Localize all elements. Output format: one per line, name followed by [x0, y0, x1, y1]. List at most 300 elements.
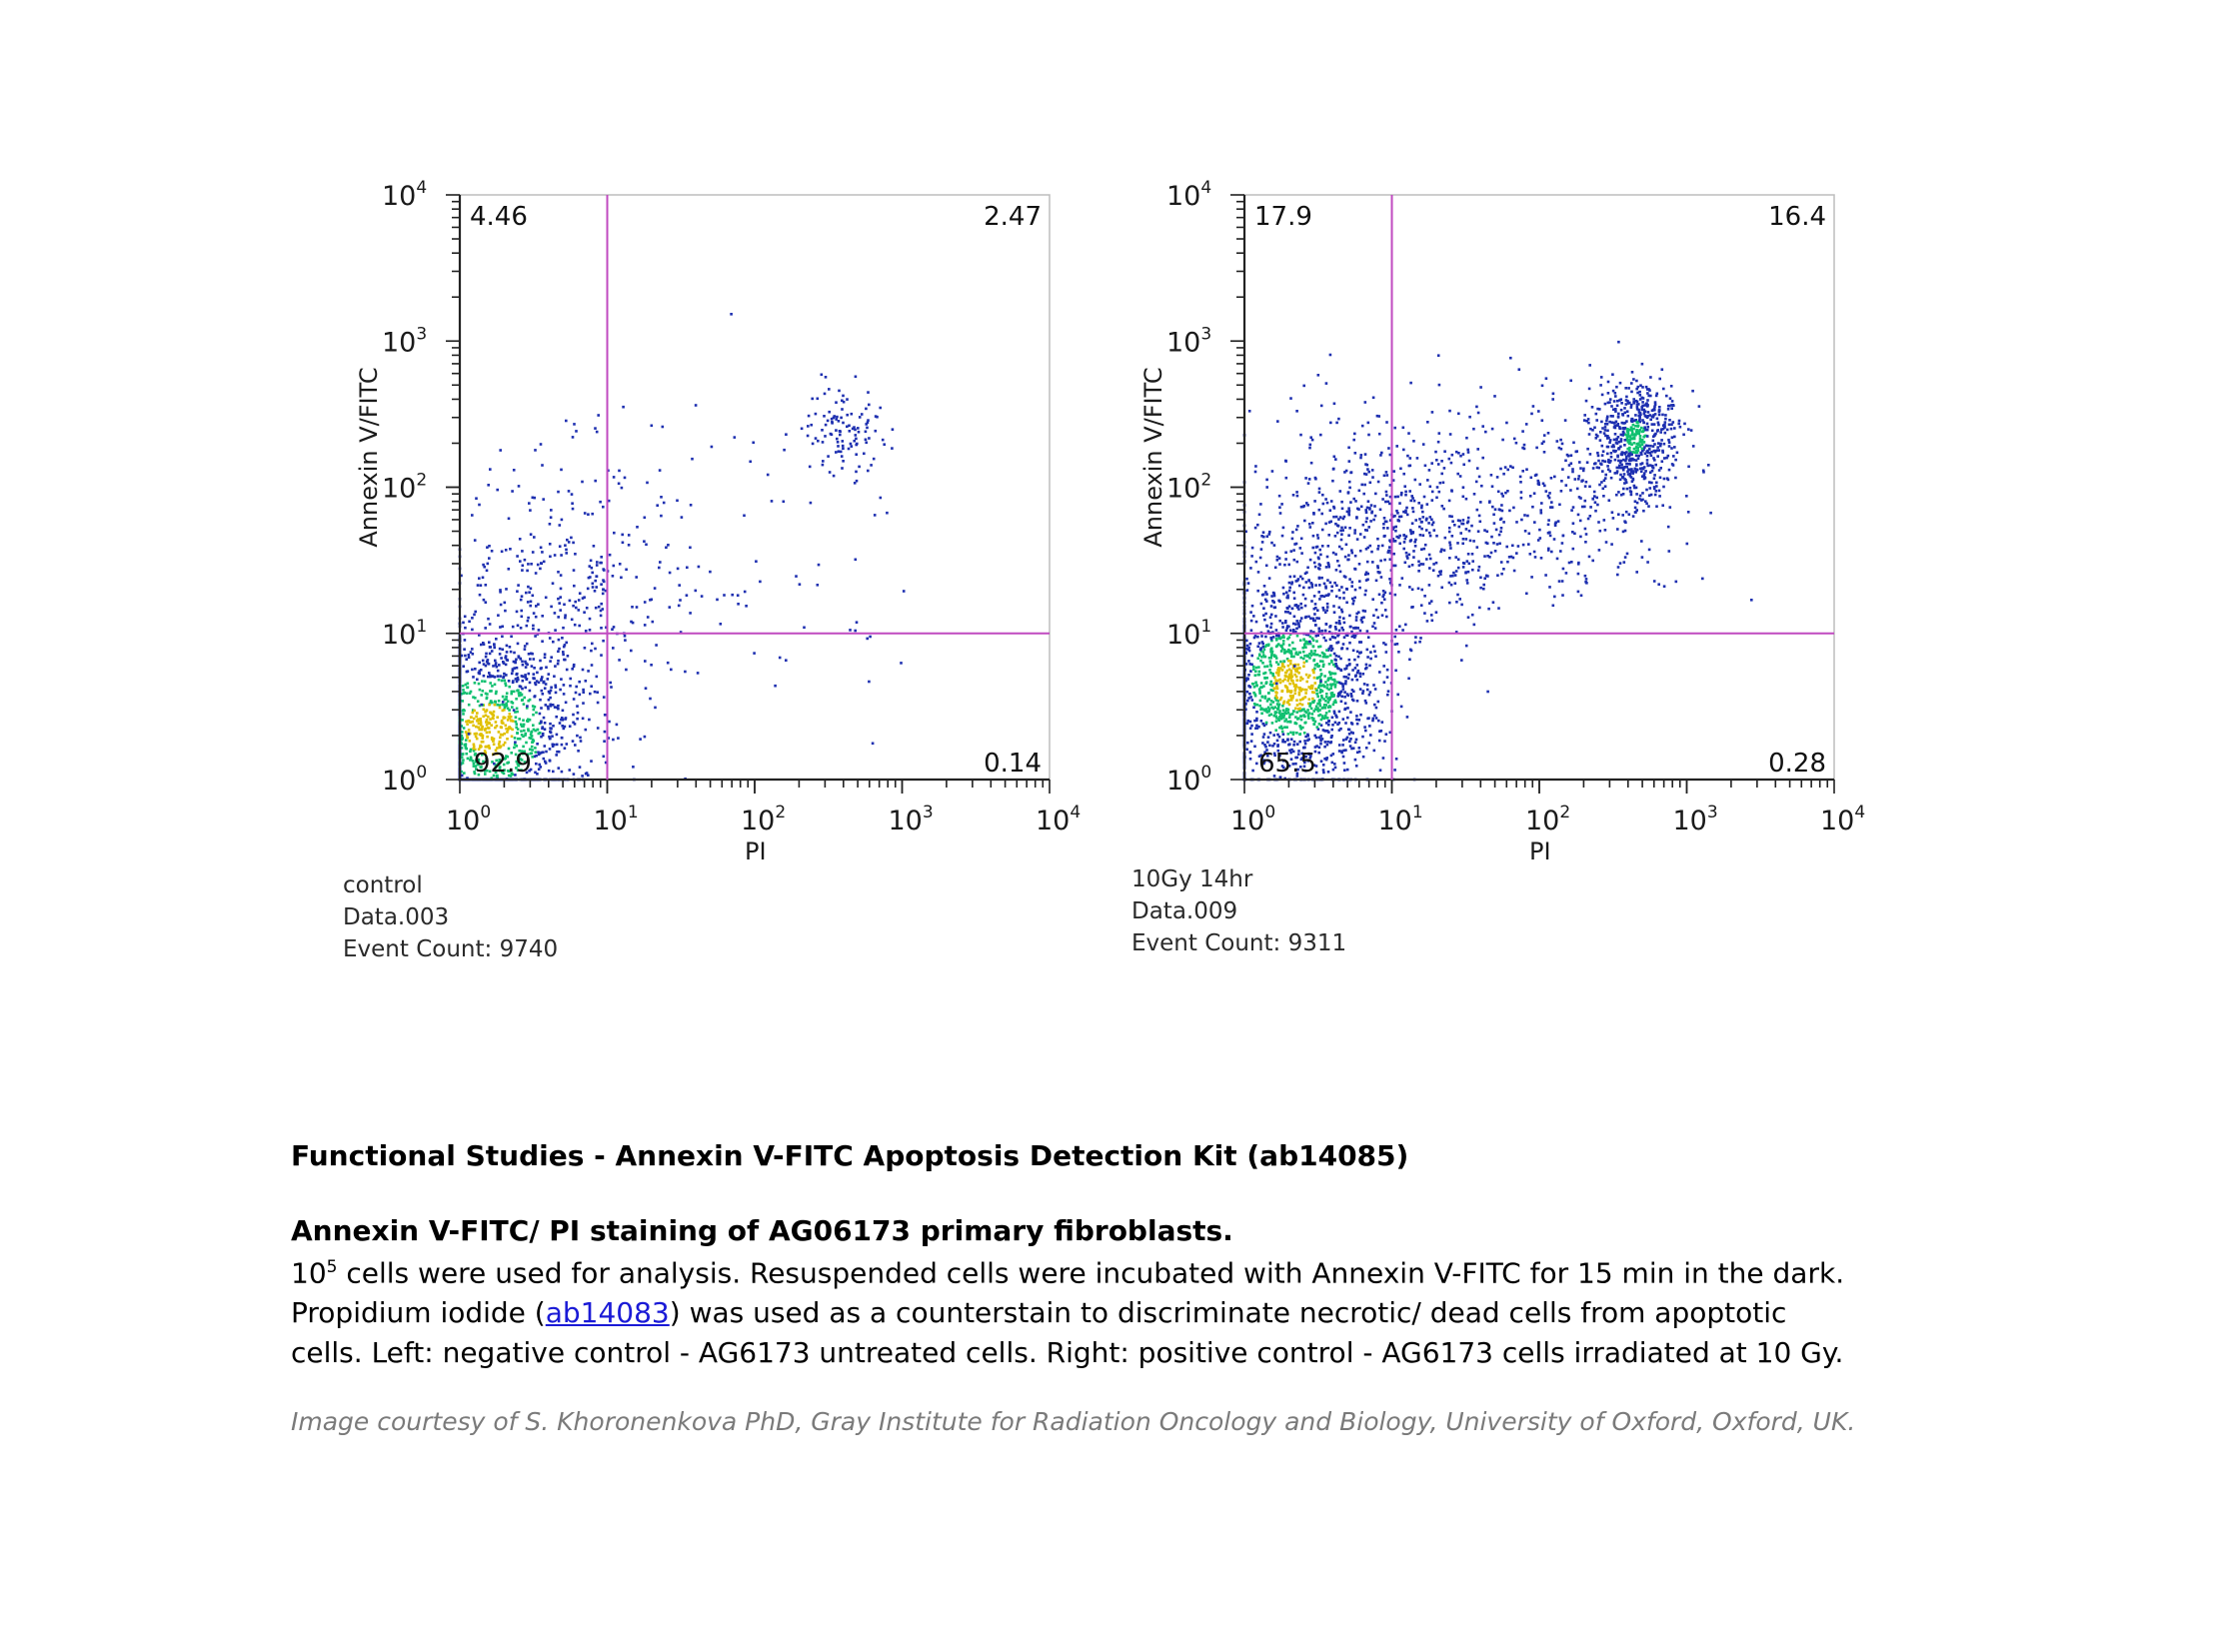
data-point — [1329, 354, 1332, 357]
data-point — [477, 700, 480, 703]
data-point — [1293, 597, 1296, 600]
data-point — [1255, 561, 1258, 564]
data-point — [1593, 491, 1596, 494]
data-point — [879, 407, 882, 410]
data-point — [1302, 594, 1305, 597]
data-point — [1287, 665, 1290, 668]
data-point — [1558, 580, 1561, 583]
data-point — [1625, 511, 1628, 514]
data-point — [1307, 677, 1310, 680]
data-point — [1409, 649, 1412, 652]
data-point — [560, 588, 563, 591]
data-point — [1313, 500, 1316, 503]
data-point — [1246, 677, 1249, 680]
data-point — [1306, 504, 1309, 507]
data-point — [1247, 582, 1250, 585]
data-point — [613, 626, 616, 629]
data-point — [564, 644, 567, 647]
data-point — [1360, 484, 1363, 487]
data-point — [562, 654, 565, 657]
data-point — [1411, 606, 1414, 609]
data-point — [1646, 455, 1649, 458]
data-point — [516, 745, 519, 748]
data-point — [1687, 511, 1690, 514]
data-point — [1646, 435, 1649, 438]
data-point — [1283, 649, 1286, 652]
data-point — [1429, 486, 1432, 489]
data-point — [1269, 663, 1272, 666]
data-point — [603, 569, 606, 572]
data-point — [1405, 535, 1408, 538]
data-point — [752, 442, 755, 445]
data-point — [516, 555, 519, 558]
data-point — [1297, 717, 1300, 720]
data-point — [1647, 415, 1650, 418]
data-point — [521, 569, 524, 572]
data-point — [471, 629, 474, 632]
data-point — [1604, 474, 1607, 477]
data-point — [1301, 678, 1304, 681]
data-point — [514, 737, 517, 740]
data-point — [1365, 664, 1368, 667]
data-point — [801, 428, 804, 431]
data-point — [557, 663, 560, 666]
data-point — [1435, 562, 1438, 565]
data-point — [1620, 402, 1623, 405]
data-point — [831, 421, 834, 424]
data-point — [571, 668, 574, 671]
data-point — [468, 729, 471, 732]
data-point — [1319, 680, 1322, 683]
data-point — [1424, 544, 1427, 547]
data-point — [493, 743, 496, 746]
data-point — [1639, 468, 1642, 471]
data-point — [1247, 685, 1250, 688]
data-point — [1269, 660, 1272, 663]
data-point — [1343, 762, 1346, 765]
data-point — [1308, 712, 1311, 715]
data-point — [652, 621, 655, 624]
data-point — [1283, 564, 1286, 567]
data-point — [466, 687, 469, 690]
data-point — [555, 692, 558, 695]
data-point — [1350, 585, 1353, 588]
data-point — [1368, 725, 1371, 728]
data-point — [1248, 693, 1251, 696]
data-point — [1701, 578, 1704, 581]
data-point — [1414, 519, 1417, 522]
data-point — [1603, 519, 1606, 522]
data-point — [1311, 584, 1314, 587]
data-point — [1620, 409, 1623, 412]
data-point — [1455, 570, 1458, 573]
data-point — [557, 705, 560, 708]
data-point — [1432, 563, 1435, 566]
data-point — [1628, 447, 1631, 450]
data-point — [1328, 671, 1331, 674]
data-point — [1659, 467, 1662, 470]
data-point — [493, 714, 496, 717]
data-point — [1312, 718, 1315, 721]
data-point — [1346, 717, 1349, 720]
data-point — [470, 651, 473, 654]
data-point — [487, 727, 490, 730]
data-point — [579, 737, 582, 740]
data-point — [1325, 712, 1328, 715]
data-point — [589, 629, 592, 632]
data-point — [487, 484, 490, 487]
data-point — [1653, 406, 1656, 409]
data-point — [1274, 606, 1277, 609]
data-point — [1707, 464, 1710, 467]
data-point — [1462, 453, 1465, 456]
data-point — [1661, 368, 1664, 371]
data-point — [487, 563, 490, 566]
data-point — [486, 570, 489, 573]
data-point — [1396, 496, 1399, 499]
data-point — [1388, 546, 1391, 549]
data-point — [1352, 600, 1355, 603]
data-point — [1350, 549, 1353, 552]
data-point — [850, 443, 853, 446]
data-point — [549, 660, 552, 663]
data-point — [582, 702, 585, 705]
data-point — [1506, 561, 1509, 564]
data-point — [859, 416, 862, 419]
data-point — [1643, 472, 1646, 475]
data-point — [1322, 664, 1325, 667]
data-point — [1305, 674, 1308, 677]
data-point — [1364, 574, 1367, 577]
data-point — [1636, 502, 1639, 505]
data-point — [1490, 536, 1493, 539]
data-point — [1360, 454, 1363, 457]
data-point — [471, 669, 474, 672]
data-point — [1314, 664, 1317, 667]
data-point — [1632, 470, 1635, 473]
data-point — [1358, 563, 1361, 566]
data-point — [532, 595, 535, 598]
data-point — [602, 588, 605, 591]
data-point — [1272, 734, 1275, 737]
data-point — [1373, 505, 1376, 508]
data-point — [1346, 737, 1349, 740]
data-point — [1292, 494, 1295, 497]
data-point — [1709, 512, 1712, 515]
data-point — [554, 554, 557, 557]
data-point — [1566, 454, 1569, 457]
data-point — [489, 718, 492, 721]
data-point — [1346, 693, 1349, 696]
data-point — [1659, 477, 1662, 480]
data-point — [1269, 689, 1272, 692]
data-point — [1550, 551, 1553, 554]
data-point — [1331, 762, 1334, 765]
data-point — [533, 678, 536, 681]
data-point — [628, 544, 631, 547]
data-point — [695, 404, 698, 407]
data-point — [1332, 695, 1335, 698]
data-point — [1286, 608, 1289, 611]
data-point — [521, 595, 524, 598]
data-point — [698, 566, 701, 569]
data-point — [564, 726, 567, 729]
data-point — [1323, 654, 1326, 657]
data-point — [1342, 718, 1345, 721]
data-point — [1321, 494, 1324, 497]
data-point — [1270, 605, 1273, 608]
data-point — [1287, 660, 1290, 663]
data-point — [866, 427, 869, 430]
data-point — [1281, 535, 1284, 538]
data-point — [1284, 558, 1287, 561]
data-point — [498, 700, 501, 703]
data-point — [1583, 419, 1586, 422]
data-point — [1348, 642, 1351, 645]
data-point — [1258, 671, 1261, 674]
data-point — [554, 665, 557, 668]
data-point — [563, 693, 566, 696]
data-point — [1687, 466, 1690, 469]
data-point — [1377, 481, 1380, 484]
data-point — [1484, 431, 1487, 434]
data-point — [1359, 651, 1362, 654]
data-point — [533, 658, 536, 661]
data-point — [1283, 661, 1286, 664]
data-point — [1320, 760, 1323, 763]
data-point — [1292, 623, 1295, 626]
data-point — [1559, 439, 1562, 442]
data-point — [468, 621, 471, 624]
data-point — [1462, 538, 1465, 541]
data-point — [1338, 620, 1341, 623]
data-point — [1285, 726, 1288, 729]
data-point — [1378, 433, 1381, 436]
data-point — [1675, 581, 1678, 584]
data-point — [542, 693, 545, 696]
data-point — [1246, 645, 1249, 648]
data-point — [720, 623, 723, 626]
data-point — [1355, 715, 1358, 718]
data-point — [1491, 428, 1494, 431]
data-point — [1647, 452, 1650, 455]
data-point — [1403, 485, 1406, 488]
data-point — [1431, 491, 1434, 494]
event-count: Event Count: 9740 — [343, 936, 559, 962]
data-point — [1289, 663, 1292, 666]
data-point — [1264, 613, 1267, 616]
data-point — [1372, 645, 1375, 648]
data-point — [1312, 702, 1315, 705]
data-point — [1664, 432, 1667, 435]
data-point — [569, 769, 572, 772]
data-point — [618, 659, 621, 662]
data-point — [1341, 744, 1344, 747]
data-point — [1623, 444, 1626, 447]
data-point — [1343, 471, 1346, 474]
data-point — [1363, 484, 1366, 487]
data-point — [466, 736, 469, 739]
data-point — [1290, 656, 1293, 659]
data-point — [1267, 692, 1270, 695]
data-point — [573, 698, 576, 701]
data-point — [1607, 468, 1610, 471]
data-point — [1334, 659, 1337, 662]
data-point — [1372, 519, 1375, 522]
data-point — [465, 753, 468, 756]
data-point — [549, 723, 552, 726]
data-point — [1293, 665, 1296, 668]
data-point — [595, 607, 598, 610]
data-point — [1299, 639, 1302, 642]
data-point — [552, 641, 555, 644]
data-point — [524, 676, 527, 679]
data-point — [583, 611, 586, 614]
data-point — [880, 497, 883, 500]
data-point — [531, 665, 534, 668]
data-point — [1438, 491, 1441, 494]
data-point — [669, 572, 672, 575]
data-point — [1256, 657, 1259, 660]
data-point — [1601, 454, 1604, 457]
data-point — [482, 564, 485, 567]
data-point — [569, 678, 572, 681]
data-point — [463, 727, 466, 730]
data-point — [1380, 452, 1383, 455]
data-point — [571, 502, 574, 505]
data-point — [1349, 472, 1352, 475]
data-point — [596, 575, 599, 578]
data-point — [821, 374, 824, 377]
data-point — [1299, 652, 1302, 655]
data-point — [1294, 708, 1297, 711]
data-point — [1614, 450, 1617, 453]
data-point — [1647, 388, 1650, 391]
data-point — [1425, 518, 1428, 521]
data-point — [466, 693, 469, 696]
data-point — [503, 680, 506, 683]
data-point — [1646, 423, 1649, 426]
data-point — [1353, 529, 1356, 532]
data-points — [459, 313, 906, 781]
data-point — [1292, 592, 1295, 595]
data-point — [573, 423, 576, 426]
data-point — [1444, 537, 1447, 540]
data-point — [590, 760, 593, 763]
data-point — [1311, 522, 1314, 525]
data-point — [1458, 598, 1461, 601]
data-point — [1348, 664, 1351, 667]
data-point — [1409, 500, 1412, 503]
data-point — [504, 699, 507, 702]
data-point — [1369, 482, 1372, 485]
data-point — [1304, 722, 1307, 725]
data-point — [667, 544, 670, 547]
data-point — [1330, 590, 1333, 593]
data-point — [1304, 605, 1307, 608]
data-point — [1609, 439, 1612, 442]
data-point — [1547, 532, 1550, 535]
data-point — [1322, 637, 1325, 640]
data-point — [1323, 704, 1326, 707]
data-point — [1348, 481, 1351, 484]
data-point — [1295, 711, 1298, 714]
data-point — [1320, 674, 1323, 677]
data-point — [1408, 586, 1411, 589]
data-point — [474, 611, 477, 614]
data-point — [827, 420, 830, 423]
data-point — [505, 696, 508, 699]
data-point — [1292, 744, 1295, 747]
data-point — [1263, 725, 1266, 728]
data-point — [1266, 625, 1269, 628]
data-point — [1599, 463, 1602, 466]
data-point — [541, 615, 544, 618]
data-point — [1323, 746, 1326, 749]
data-point — [1376, 617, 1379, 620]
data-point — [1435, 459, 1438, 462]
data-point — [506, 692, 509, 695]
data-point — [562, 710, 565, 713]
data-point — [1351, 598, 1354, 601]
data-point — [1294, 604, 1297, 607]
data-point — [1250, 629, 1253, 632]
data-point — [1333, 456, 1336, 459]
data-point — [558, 602, 561, 605]
data-point — [1630, 391, 1633, 394]
data-point — [1632, 479, 1635, 482]
data-point — [1437, 441, 1440, 444]
data-point — [541, 551, 544, 554]
data-point — [1398, 543, 1401, 546]
data-point — [545, 751, 548, 754]
data-point — [578, 609, 581, 612]
data-point — [1377, 720, 1380, 723]
data-point — [498, 743, 501, 746]
data-point — [1625, 481, 1628, 484]
data-point — [842, 445, 845, 448]
data-point — [1490, 552, 1493, 555]
data-point — [1281, 664, 1284, 667]
data-point — [840, 417, 843, 420]
data-point — [1248, 663, 1251, 666]
data-point — [684, 671, 687, 674]
data-point — [1368, 665, 1371, 668]
data-point — [510, 636, 513, 639]
data-point — [1270, 623, 1273, 626]
data-point — [1377, 545, 1380, 548]
data-point — [1303, 740, 1306, 743]
data-point — [1320, 630, 1323, 633]
data-point — [559, 524, 562, 527]
data-point — [1371, 469, 1374, 472]
data-point — [1367, 422, 1370, 425]
data-point — [489, 623, 492, 626]
data-point — [1462, 486, 1465, 489]
data-point — [1428, 567, 1431, 570]
data-point — [1423, 595, 1426, 598]
data-point — [1404, 491, 1407, 494]
data-point — [495, 693, 498, 696]
data-point — [1456, 542, 1459, 545]
data-point — [1628, 455, 1631, 458]
data-point — [822, 464, 825, 467]
data-point — [495, 638, 498, 641]
data-point — [622, 542, 625, 545]
data-point — [508, 680, 511, 683]
data-point — [1622, 493, 1625, 496]
data-point — [1334, 767, 1337, 770]
